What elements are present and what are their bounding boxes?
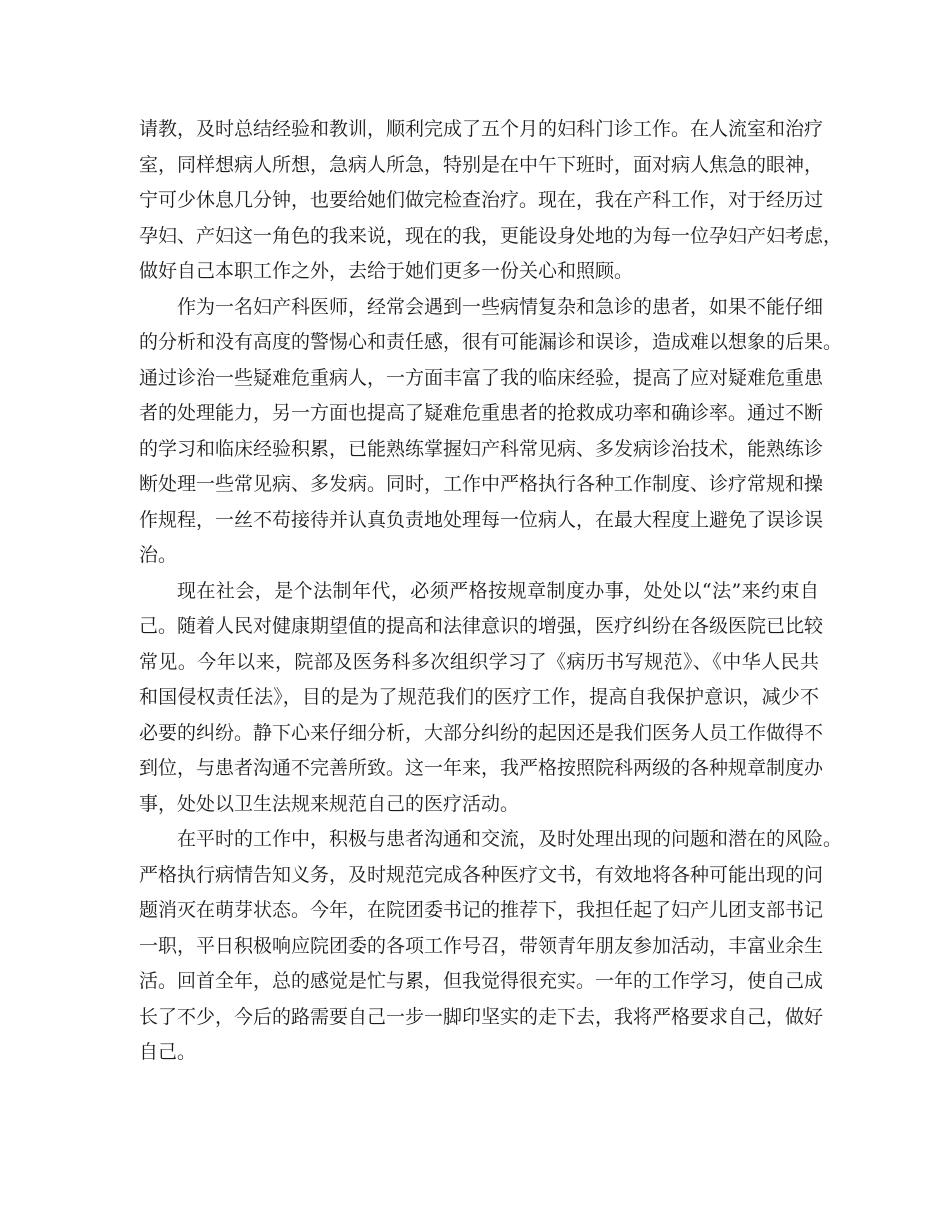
text-line: 事，处处以卫生法规来规范自己的医疗活动。 — [139, 792, 520, 815]
text-line: 长了不少，今后的路需要自己一步一脚印坚实的走下去，我将严格要求自己，做好 — [139, 1005, 824, 1028]
text-line: 严格执行病情告知义务，及时规范完成各种医疗文书，有效地将各种可能出现的问 — [139, 863, 824, 886]
text-line: 自己。 — [139, 1041, 197, 1063]
text-line: 活。回首全年，总的感觉是忙与累，但我觉得很充实。一年的工作学习，使自己成 — [139, 970, 824, 992]
text-line: 宁可少休息几分钟，也要给她们做完检查治疗。现在，我在产科工作，对于经历过 — [139, 189, 824, 211]
text-line: 在平时的工作中，积极与患者沟通和交流，及时处理出现的问题和潜在的风险。 — [177, 828, 843, 850]
text-line: 的学习和临床经验积累，已能熟练掌握妇产科常见病、多发病诊治技术，能熟练诊 — [139, 437, 824, 460]
text-line: 孕妇、产妇这一角色的我来说，现在的我，更能设身处地的为每一位孕妇产妇考虑， — [139, 224, 843, 247]
text-line: 和国侵权责任法》，目的是为了规范我们的医疗工作，提高自我保护意识，减少不 — [139, 686, 819, 708]
text-line: 一职，平日积极响应院团委的各项工作号召，带领青年朋友参加活动，丰富业余生 — [139, 934, 824, 957]
text-line: 必要的纠纷。静下心来仔细分析，大部分纠纷的起因还是我们医务人员工作做得不 — [139, 721, 824, 744]
text-line: 己。随着人民对健康期望值的提高和法律意识的增强，医疗纠纷在各级医院已比较 — [139, 615, 824, 637]
text-line: 到位，与患者沟通不完善所致。这一年来，我严格按照院科两级的各种规章制度办 — [139, 757, 824, 779]
text-line: 题消灭在萌芽状态。今年，在院团委书记的推荐下，我担任起了妇产儿团支部书记 — [139, 899, 824, 921]
text-line: 常见。今年以来，院部及医务科多次组织学习了《病历书写规范》、《中华人民共 — [139, 650, 819, 673]
text-line: 者的处理能力，另一方面也提高了疑难危重患者的抢救成功率和确诊率。通过不断 — [139, 402, 824, 424]
text-line: 室，同样想病人所想，急病人所急，特别是在中午下班时，面对病人焦急的眼神， — [139, 153, 824, 176]
text-line: 治。 — [139, 544, 178, 566]
text-line: 作规程，一丝不苟接待并认真负责地处理每一位病人，在最大程度上避免了误诊误 — [139, 508, 824, 531]
text-line: 作为一名妇产科医师，经常会遇到一些病情复杂和急诊的患者，如果不能仔细 — [177, 295, 824, 318]
text-line: 现在社会，是个法制年代，必须严格按规章制度办事，处处以“法”来约束自 — [177, 579, 819, 602]
text-line: 请教，及时总结经验和教训，顺利完成了五个月的妇科门诊工作。在人流室和治疗 — [139, 118, 824, 140]
text-line: 断处理一些常见病、多发病。同时，工作中严格执行各种工作制度、诊疗常规和操 — [139, 473, 824, 495]
text-line: 通过诊治一些疑难危重病人，一方面丰富了我的临床经验，提高了应对疑难危重患 — [139, 366, 824, 389]
text-line: 的分析和没有高度的警惕心和责任感，很有可能漏诊和误诊，造成难以想象的后果。 — [139, 331, 843, 353]
text-line: 做好自己本职工作之外，去给于她们更多一份关心和照顾。 — [139, 260, 634, 282]
document-body-text — [139, 112, 843, 1071]
